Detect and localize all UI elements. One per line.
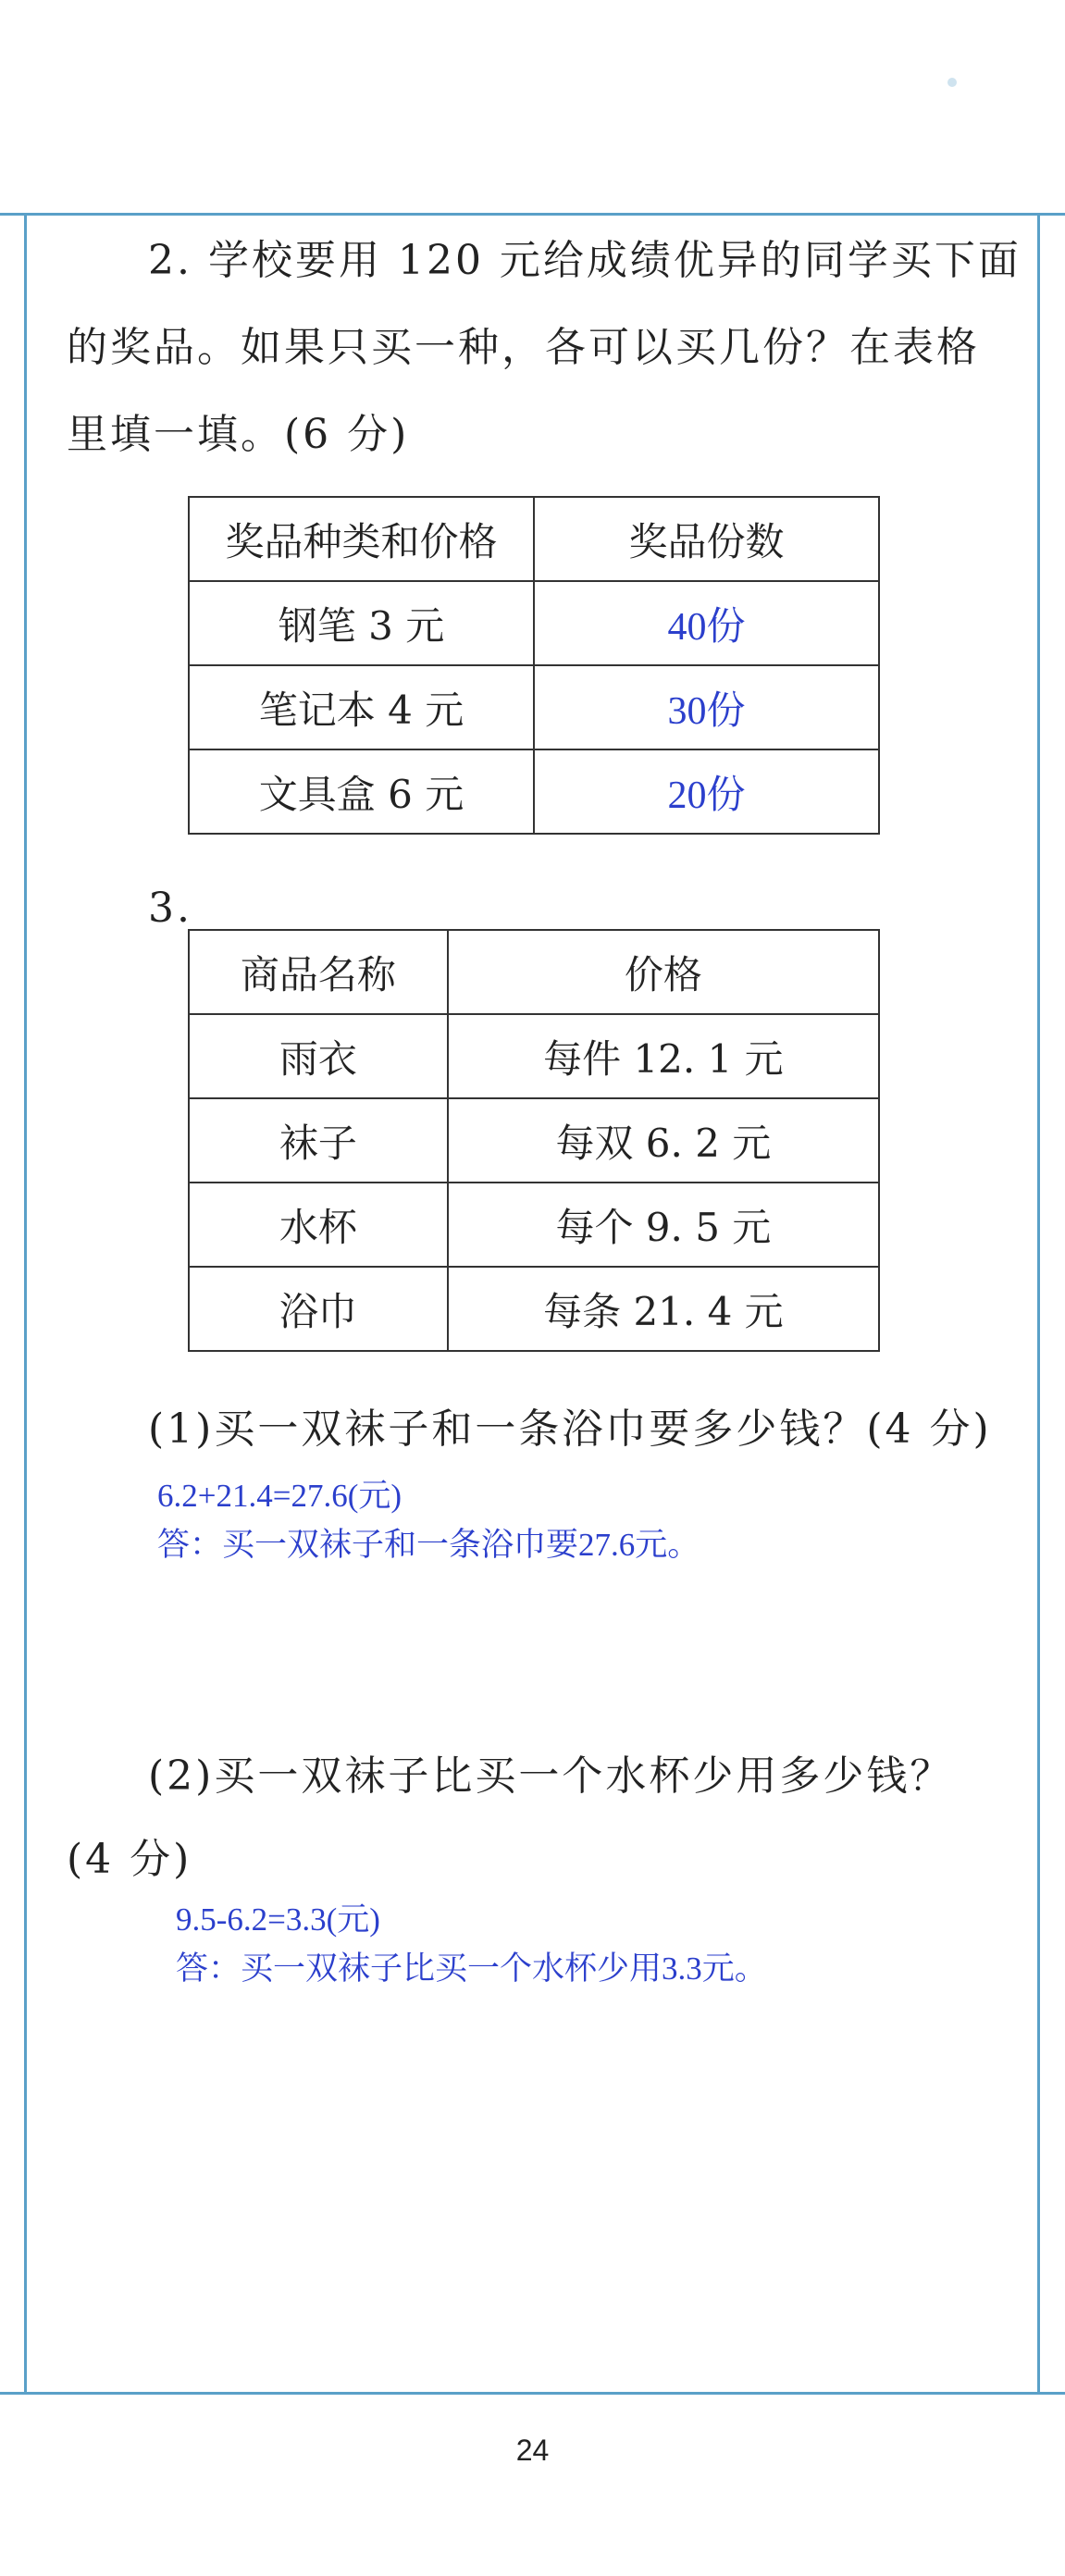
frame-right-border — [1037, 213, 1040, 2395]
q3-sub1-answer-statement: 答：买一双袜子和一条浴巾要27.6元。 — [157, 1527, 700, 1563]
table-header-row — [189, 930, 879, 1014]
q3-sub2-question-line-1: (2)买一双袜子比买一个水杯少用多少钱？ — [148, 1752, 954, 1800]
goods-name-socks: 袜子 — [189, 1098, 448, 1183]
page-number: 24 — [515, 2434, 550, 2467]
prize-count-pencil-box: 20份 — [534, 749, 879, 834]
table-header-row — [189, 497, 879, 581]
table-row — [189, 1267, 879, 1351]
header-goods-price: 价格 — [448, 930, 879, 1014]
q2-line-1: 2. 学校要用 120 元给成绩优异的同学买下面 — [148, 237, 1022, 284]
q2-line-3: 里填一填。(6 分) — [67, 411, 410, 458]
goods-name-raincoat: 雨衣 — [189, 1014, 448, 1098]
decorative-dot — [947, 78, 957, 87]
q3-sub2-answer-equation: 9.5-6.2=3.3(元) — [176, 1901, 380, 1938]
goods-table — [188, 929, 880, 1352]
prize-item-pen: 钢笔 3 元 — [189, 581, 534, 665]
prize-table — [188, 496, 880, 835]
q3-sub1-question: (1)买一双袜子和一条浴巾要多少钱？(4 分) — [148, 1406, 992, 1453]
goods-price-raincoat: 每件 12. 1 元 — [448, 1014, 879, 1098]
table-row — [189, 581, 879, 665]
q3-sub2-question-line-2: (4 分) — [67, 1836, 192, 1883]
goods-price-cup: 每个 9. 5 元 — [448, 1183, 879, 1267]
frame-top-border — [0, 213, 1065, 216]
frame-left-border — [24, 213, 27, 2395]
goods-name-towel: 浴巾 — [189, 1267, 448, 1351]
header-goods-name: 商品名称 — [189, 930, 448, 1014]
table-row — [189, 749, 879, 834]
q2-line-2: 的奖品。如果只买一种，各可以买几份？在表格 — [67, 324, 980, 371]
prize-count-notebook: 30份 — [534, 665, 879, 749]
goods-name-cup: 水杯 — [189, 1183, 448, 1267]
q3-sub1-answer-equation: 6.2+21.4=27.6(元) — [157, 1478, 402, 1514]
prize-item-notebook: 笔记本 4 元 — [189, 665, 534, 749]
table-row — [189, 1183, 879, 1267]
table-row — [189, 665, 879, 749]
q3-number: 3. — [148, 885, 192, 932]
q3-sub2-answer-statement: 答：买一双袜子比买一个水杯少用3.3元。 — [176, 1951, 767, 1987]
prize-count-pen: 40份 — [534, 581, 879, 665]
header-prize-count: 奖品份数 — [534, 497, 879, 581]
page-header — [0, 0, 1065, 213]
goods-price-socks: 每双 6. 2 元 — [448, 1098, 879, 1183]
frame-bottom-border — [0, 2392, 1065, 2395]
prize-item-pencil-box: 文具盒 6 元 — [189, 749, 534, 834]
table-row — [189, 1098, 879, 1183]
header-prize-type: 奖品种类和价格 — [189, 497, 534, 581]
goods-price-towel: 每条 21. 4 元 — [448, 1267, 879, 1351]
table-row — [189, 1014, 879, 1098]
